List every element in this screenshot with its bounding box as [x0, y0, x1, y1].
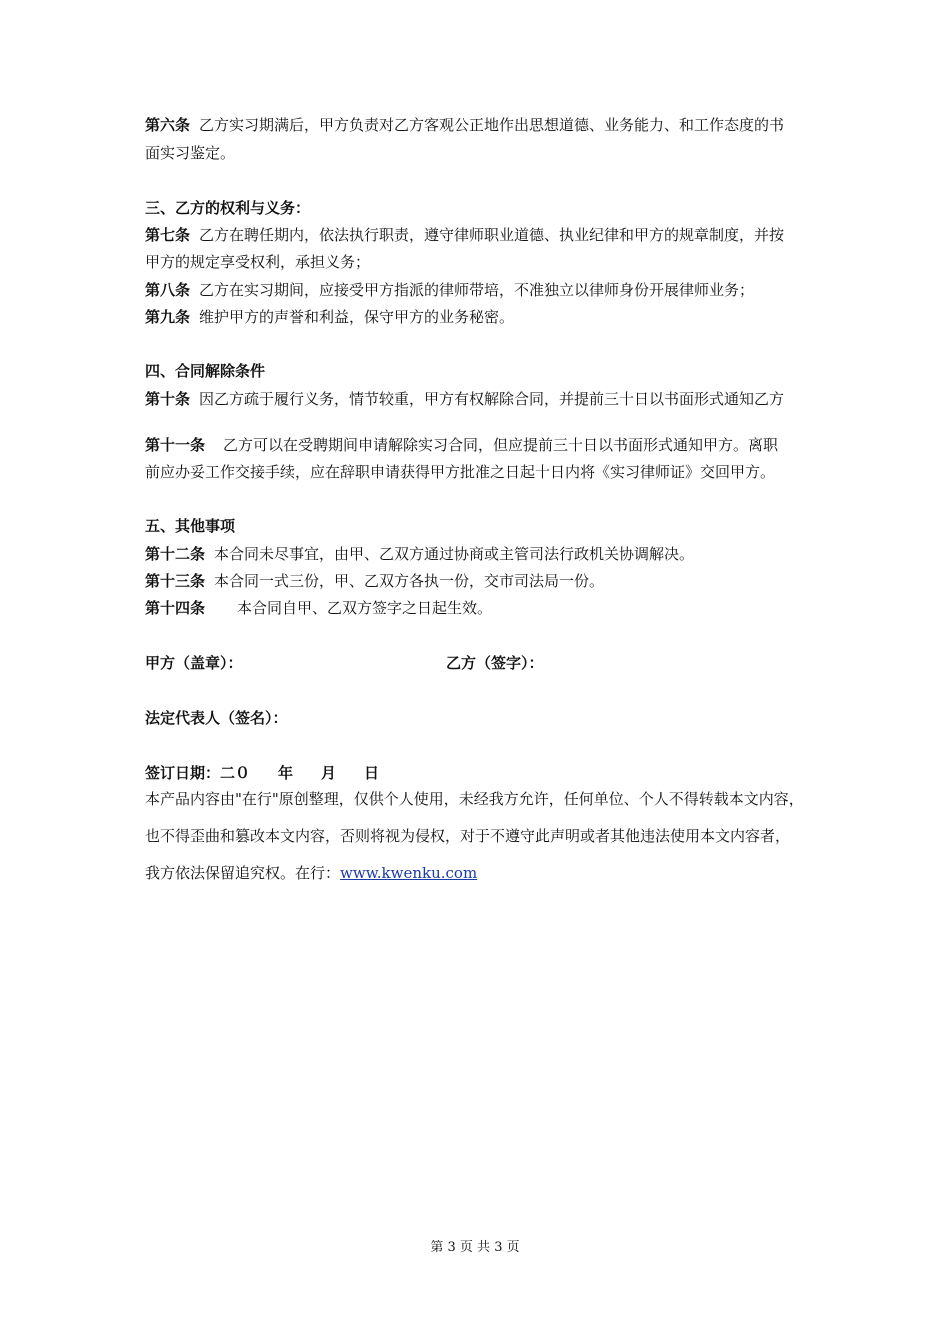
article-7-term: 第七条: [145, 226, 191, 244]
article-10: [145, 388, 784, 410]
signing-date-month: 月: [321, 764, 337, 782]
section-5-heading: 五、其他事项: [145, 517, 236, 535]
article-14: [145, 597, 492, 619]
party-b-sign-label: 乙方（签字）：: [446, 654, 544, 672]
section-3-heading: 三、乙方的权利与义务：: [145, 199, 311, 217]
disclaimer-line-3: [145, 862, 477, 884]
article-7-continued: 甲方的规定享受权利，承担义务；: [145, 253, 371, 271]
article-9-term: 第九条: [145, 308, 191, 326]
article-6-text: 乙方实习期满后，甲方负责对乙方客观公正地作出思想道德、业务能力、和工作态度的书: [199, 116, 785, 134]
article-6-term: 第六条: [145, 116, 191, 134]
website-link[interactable]: www.kwenku.com: [340, 864, 478, 882]
disclaimer-text: 我方依法保留追究权。在行：: [145, 864, 341, 882]
page-number-footer: 第 3 页 共 3 页: [430, 1240, 520, 1255]
article-9-text: 维护甲方的声誉和利益，保守甲方的业务秘密。: [199, 308, 515, 326]
article-12: [145, 543, 694, 565]
article-14-term: 第十四条: [145, 599, 206, 617]
article-10-text: 因乙方疏于履行义务，情节较重，甲方有权解除合同，并提前三十日以书面形式通知乙方: [199, 390, 785, 408]
disclaimer-line-1: 本产品内容由"在行"原创整理，仅供个人使用，未经我方允许，任何单位、个人不得转载本文内容，: [145, 790, 804, 808]
article-10-term: 第十条: [145, 390, 191, 408]
article-13: [145, 570, 604, 592]
signing-date-label: 签订日期：二０: [145, 764, 251, 782]
party-a-seal-label: 甲方（盖章）：: [145, 654, 243, 672]
section-4-heading: 四、合同解除条件: [145, 362, 266, 380]
article-9: [145, 306, 514, 328]
legal-rep-label: 法定代表人（签名）：: [145, 709, 288, 727]
article-13-term: 第十三条: [145, 572, 206, 590]
article-8-term: 第八条: [145, 281, 191, 299]
article-14-text: 本合同自甲、乙双方签字之日起生效。: [237, 599, 493, 617]
article-7-text: 乙方在聘任期内，依法执行职责，遵守律师职业道德、执业纪律和甲方的规章制度，并按: [199, 226, 785, 244]
article-11: [145, 434, 778, 456]
article-11-continued: 前应办妥工作交接手续，应在辞职申请获得甲方批准之日起十日内将《实习律师证》交回甲方。: [145, 463, 776, 481]
article-6: [145, 114, 784, 136]
article-8-text: 乙方在实习期间，应接受甲方指派的律师带培，不准独立以律师身份开展律师业务；: [199, 281, 755, 299]
article-13-text: 本合同一式三份，甲、乙双方各执一份，交市司法局一份。: [214, 572, 605, 590]
article-12-text: 本合同未尽事宜，由甲、乙双方通过协商或主管司法行政机关协调解决。: [214, 545, 695, 563]
signing-date-year: 年: [278, 764, 294, 782]
article-11-term: 第十一条: [145, 436, 206, 454]
article-12-term: 第十二条: [145, 545, 206, 563]
signing-date-day: 日: [364, 764, 380, 782]
article-8: [145, 279, 754, 301]
signing-date: [145, 762, 379, 784]
article-6-continued: 面实习鉴定。: [145, 144, 236, 162]
signature-row: [145, 652, 243, 674]
article-7: [145, 224, 784, 246]
disclaimer-line-2: 也不得歪曲和篡改本文内容，否则将视为侵权，对于不遵守此声明或者其他违法使用本文内容者，: [145, 827, 791, 845]
article-11-text: 乙方可以在受聘期间申请解除实习合同，但应提前三十日以书面形式通知甲方。离职: [223, 436, 779, 454]
